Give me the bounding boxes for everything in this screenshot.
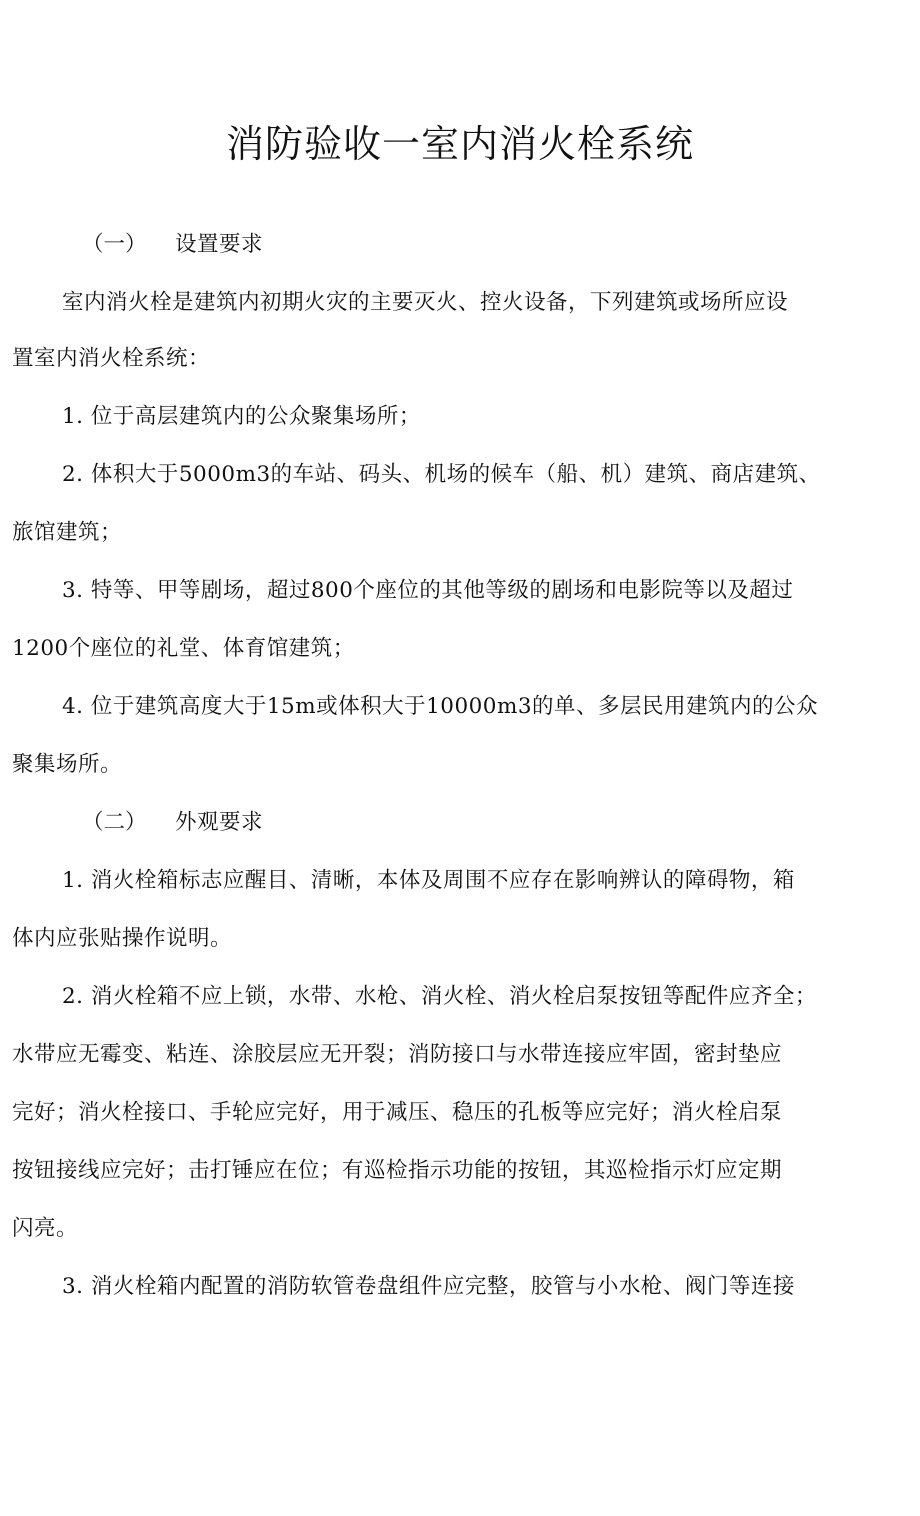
section1-item1-line1: 1. 位于高层建筑内的公众聚集场所；	[62, 404, 421, 429]
section1-number: （一）	[82, 232, 147, 257]
section1-intro-line1: 室内消火栓是建筑内初期火灾的主要灭火、控火设备，下列建筑或场所应设	[62, 290, 789, 315]
section1-item4-line1: 4. 位于建筑高度大于15m或体积大于10000m3的单、多层民用建筑内的公众	[62, 694, 819, 719]
section2-item3-line1: 3. 消火栓箱内配置的消防软管卷盘组件应完整，胶管与小水枪、阀门等连接	[62, 1274, 795, 1299]
section1-item3-line1: 3. 特等、甲等剧场，超过800个座位的其他等级的剧场和电影院等以及超过	[62, 578, 794, 603]
section2-item2-line3: 完好；消火栓接口、手轮应完好，用于减压、稳压的孔板等应完好；消火栓启泵	[12, 1100, 783, 1125]
section2-heading: 外观要求	[175, 810, 264, 835]
section2-item1-line2: 体内应张贴操作说明。	[12, 926, 233, 951]
section1-intro-line2: 置室内消火栓系统：	[12, 346, 211, 371]
section2-number: （二）	[82, 810, 147, 835]
section1-item4-line2: 聚集场所。	[12, 752, 123, 777]
section1-item3-line2: 1200个座位的礼堂、体育馆建筑；	[12, 636, 355, 661]
section2-item2-line4: 按钮接线应完好；击打锤应在位；有巡检指示功能的按钮，其巡检指示灯应定期	[12, 1158, 783, 1183]
section2-item2-line1: 2. 消火栓箱不应上锁，水带、水枪、消火栓、消火栓启泵按钮等配件应齐全；	[62, 984, 817, 1009]
section2-item1-line1: 1. 消火栓箱标志应醒目、清晰，本体及周围不应存在影响辨认的障碍物，箱	[62, 868, 795, 893]
section1-item2-line1: 2. 体积大于5000m3的车站、码头、机场的候车（船、机）建筑、商店建筑、	[62, 462, 821, 487]
document-title: 消防验收一室内消火栓系统	[225, 122, 694, 166]
section1-heading: 设置要求	[175, 232, 264, 257]
section1-item2-line2: 旅馆建筑；	[12, 520, 123, 545]
section2-item2-line2: 水带应无霉变、粘连、涂胶层应无开裂；消防接口与水带连接应牢固，密封垫应	[12, 1042, 783, 1067]
section2-item2-line5: 闪亮。	[12, 1216, 79, 1241]
